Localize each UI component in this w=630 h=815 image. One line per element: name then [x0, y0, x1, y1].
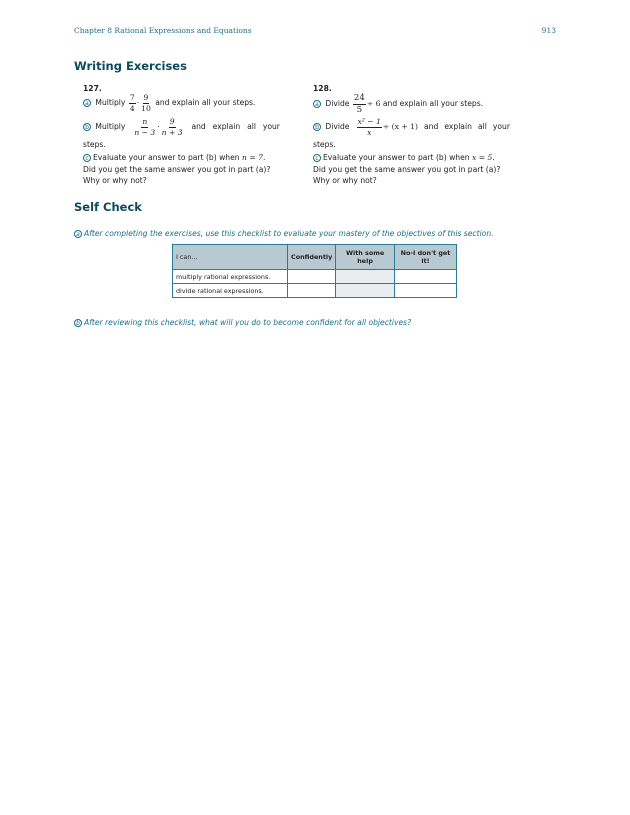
- part-c-marker: c: [313, 154, 321, 162]
- running-header: [74, 26, 556, 38]
- prompt-a-marker: a: [74, 230, 82, 238]
- fraction: $\frac{9}{10}$: [141, 93, 151, 113]
- column-header: I can...: [173, 245, 288, 270]
- selfcheck-prompt-a: a After completing the exercises, use this checklist to evaluate your mastery of the objectives of this section.: [74, 229, 494, 238]
- part-b-continued: steps.: [313, 140, 336, 149]
- part-a-marker: a: [83, 99, 91, 107]
- self-check-table: [172, 244, 457, 298]
- part-c-line2: Did you get the same answer you got in part (a)?: [83, 165, 271, 174]
- selfcheck-prompt-b: b After reviewing this checklist, what will you do to become confident for all objectives?: [74, 318, 411, 327]
- part-c-line3: Why or why not?: [83, 176, 147, 185]
- part-b-marker: b: [83, 123, 91, 131]
- part-b-continued: steps.: [83, 140, 106, 149]
- part-verb: Multiply: [95, 98, 126, 108]
- exercise-part-a: a Multiply $\frac{7}{4}$ · $\frac{9}{10}$ and explain all your steps.: [83, 94, 288, 112]
- table-row: [173, 284, 457, 298]
- fraction: $\frac{9}{n + 3}$: [161, 117, 183, 137]
- table-row: [173, 270, 457, 284]
- fraction: $\frac{24}{5}$: [353, 93, 365, 115]
- column-header: With some help: [336, 245, 395, 270]
- fraction: $\frac{n}{n - 3}$: [134, 117, 156, 137]
- part-c-line3: Why or why not?: [313, 176, 377, 185]
- exercise-part-c: c Evaluate your answer to part (b) when x = 5.: [313, 153, 518, 163]
- section-heading-writing-exercises: Writing Exercises: [74, 59, 187, 73]
- prompt-b-marker: b: [74, 319, 82, 327]
- fraction: $\frac{\text{x² − 1}}{x}$: [357, 117, 381, 137]
- checkbox-cell-dont-get-it[interactable]: [394, 284, 456, 298]
- checkbox-cell-confidently[interactable]: [288, 270, 336, 284]
- exercise-part-c: c Evaluate your answer to part (b) when n = 7.: [83, 153, 288, 163]
- exercise-number: 127.: [83, 84, 102, 93]
- exercise-part-a: a Divide $\frac{24}{5}$ ÷ 6 and explain all your steps.: [313, 94, 518, 114]
- part-b-marker: b: [313, 123, 321, 131]
- exercise-number: 128.: [313, 84, 332, 93]
- equation: x = 5.: [472, 153, 495, 162]
- page-number: 913: [541, 26, 556, 35]
- part-tail: and explain all your steps.: [155, 98, 256, 108]
- checkbox-cell-dont-get-it[interactable]: [394, 270, 456, 284]
- part-a-marker: a: [313, 100, 321, 108]
- table-header-row: [173, 245, 457, 270]
- row-label: divide rational expressions.: [173, 284, 288, 298]
- part-c-line2: Did you get the same answer you got in part (a)?: [313, 165, 501, 174]
- checkbox-cell-with-some-help[interactable]: [336, 270, 395, 284]
- section-heading-self-check: Self Check: [74, 200, 142, 214]
- row-label: multiply rational expressions.: [173, 270, 288, 284]
- column-header: Confidently: [288, 245, 336, 270]
- fraction: $\frac{7}{4}$: [129, 93, 135, 113]
- checkbox-cell-confidently[interactable]: [288, 284, 336, 298]
- part-c-marker: c: [83, 154, 91, 162]
- checkbox-cell-with-some-help[interactable]: [336, 284, 395, 298]
- column-header: No-I don't get it!: [394, 245, 456, 270]
- exercise-part-b: b Divide $\frac{\text{x² − 1}}{x}$ ÷ (x + 1) and explain all your: [313, 118, 510, 136]
- equation: n = 7.: [242, 153, 266, 162]
- exercise-part-b: b Multiply $\frac{n}{n - 3}$ · $\frac{9}{n + 3}$ and explain all your: [83, 118, 280, 136]
- chapter-title: Chapter 8 Rational Expressions and Equations: [74, 26, 252, 35]
